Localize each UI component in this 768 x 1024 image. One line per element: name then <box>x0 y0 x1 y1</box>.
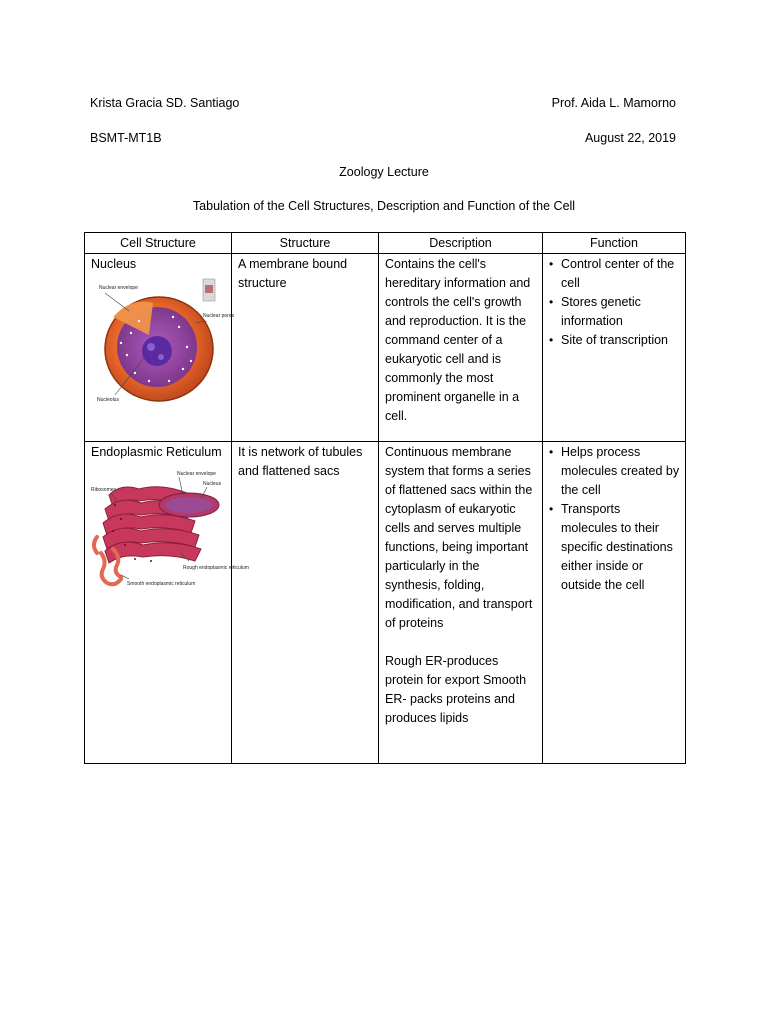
nucleus-illustration <box>91 277 235 407</box>
list-item: • Helps process molecules created by the cell <box>549 443 680 500</box>
list-item: • Site of transcription <box>549 331 680 350</box>
function-cell <box>543 442 686 764</box>
professor-name: Prof. Aida L. Mamorno <box>551 96 676 110</box>
structure-cell: A membrane bound structure <box>232 254 379 442</box>
ribosomes-label: Ribosomes <box>91 487 117 493</box>
column-header-function: Function <box>543 233 686 254</box>
section-code: BSMT-MT1B <box>90 131 162 145</box>
nucleus-label: Nucleus <box>203 481 222 487</box>
table-title: Tabulation of the Cell Structures, Description and Function of the Cell <box>192 199 576 213</box>
function-cell <box>543 254 686 442</box>
function-list <box>549 443 680 595</box>
student-name: Krista Gracia SD. Santiago <box>90 96 240 110</box>
column-header-cell-structure: Cell Structure <box>85 233 232 254</box>
report-date: August 22, 2019 <box>584 131 676 145</box>
nuclear-envelope-label: Nuclear envelope <box>99 285 138 291</box>
nuclear-pores-label: Nuclear pores <box>203 313 235 319</box>
smooth-er-label: Smooth endoplasmic reticulum <box>127 581 196 587</box>
description-cell <box>379 254 543 442</box>
description-paragraph: Continuous membrane system that forms a series of flattened sacs within the cytoplasm of eukaryotic cells and serves multiple functions, being important particularly in the synthesis, folding, modification, and transport of proteins <box>385 445 533 630</box>
rough-er-label: Rough endoplasmic reticulum <box>183 565 249 571</box>
list-item: • Stores genetic information <box>549 293 680 331</box>
function-list <box>549 255 680 350</box>
table-row <box>85 442 686 764</box>
list-item: • Control center of the cell <box>549 255 680 293</box>
structure-name: Nucleus <box>91 257 137 271</box>
description-cell <box>379 442 543 764</box>
cell-structure-cell <box>85 254 235 442</box>
endoplasmic-reticulum-illustration <box>91 465 249 591</box>
list-item: • Transports molecules to their specific destinations either inside or outside the cell <box>549 500 680 595</box>
cell-structure-cell <box>85 442 249 764</box>
cell-structure-table <box>84 232 686 764</box>
description-paragraph: Contains the cell's hereditary information and controls the cell's growth and reproduction. It is the command center of a eukaryotic cell and is commonly the most prominent organelle in a cell. <box>385 257 531 423</box>
table-header-row <box>85 233 686 254</box>
structure-name: Endoplasmic Reticulum <box>91 445 222 459</box>
course-title: Zoology Lecture <box>339 165 429 179</box>
structure-cell: It is network of tubules and flattened sacs <box>232 442 379 764</box>
column-header-structure: Structure <box>232 233 379 254</box>
nucleolus-label: Nucleolus <box>97 397 119 403</box>
nuclear-envelope-label: Nuclear envelope <box>177 471 216 477</box>
er-types-paragraph: Rough ER-produces protein for export Smooth ER- packs proteins and produces lipids <box>385 654 527 725</box>
column-header-description: Description <box>379 233 543 254</box>
table-row <box>85 254 686 442</box>
